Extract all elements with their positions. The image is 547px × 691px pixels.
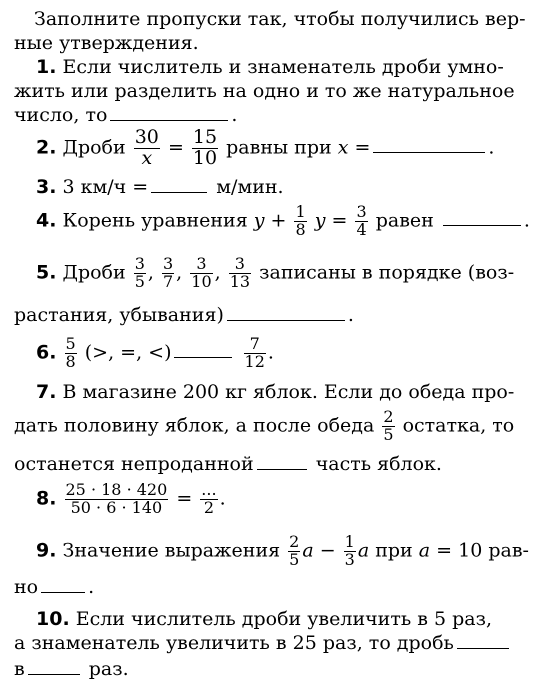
question-7-line-3 bbox=[14, 455, 442, 474]
equals-sign: = bbox=[167, 136, 184, 159]
question-1-number: 1. bbox=[36, 56, 57, 78]
fraction-2-5 bbox=[288, 534, 300, 569]
fraction-denominator: 10 bbox=[191, 271, 212, 291]
fraction-denominator: 10 bbox=[192, 146, 218, 169]
answer-blank-5[interactable] bbox=[227, 319, 345, 321]
fraction-denominator: 3 bbox=[344, 549, 355, 569]
answer-blank-1[interactable] bbox=[110, 119, 228, 121]
fraction-denominator: 2 bbox=[200, 499, 217, 517]
question-4-line bbox=[36, 204, 530, 239]
question-7-text-5: часть яблок. bbox=[315, 453, 442, 475]
question-9-pre: Значение выражения bbox=[62, 539, 281, 562]
fraction-expression bbox=[65, 482, 169, 517]
question-5-end: . bbox=[347, 304, 354, 326]
variable-y: y bbox=[253, 209, 265, 232]
fraction-numerator: 5 bbox=[65, 334, 76, 353]
question-2-number: 2. bbox=[36, 136, 57, 159]
question-2-end: . bbox=[488, 136, 495, 159]
fraction-denominator: 50 · 6 · 140 bbox=[65, 499, 169, 517]
fraction-1-3 bbox=[344, 534, 356, 569]
question-2-pre: Дроби bbox=[62, 136, 126, 159]
fraction-numerator: 3 bbox=[134, 254, 145, 273]
fraction-denominator: 13 bbox=[229, 271, 251, 291]
question-2-line bbox=[36, 128, 494, 169]
answer-blank-2[interactable] bbox=[373, 151, 485, 153]
fraction-denominator: 8 bbox=[295, 219, 306, 239]
equals-sign: = bbox=[354, 136, 371, 159]
equals-sign: = bbox=[331, 209, 348, 232]
question-3-number: 3. bbox=[36, 176, 57, 198]
answer-blank-7[interactable] bbox=[257, 468, 307, 470]
fraction-numerator: 7 bbox=[249, 334, 260, 353]
answer-blank-10a[interactable] bbox=[457, 647, 509, 649]
answer-blank-10b[interactable] bbox=[28, 673, 80, 675]
question-4-end: . bbox=[523, 209, 530, 232]
fraction-7-12 bbox=[244, 336, 266, 371]
question-5-pre: Дроби bbox=[62, 261, 126, 284]
question-9-end: . bbox=[88, 576, 95, 598]
fraction-5-8 bbox=[65, 336, 77, 371]
question-7-text-4: останется непроданной bbox=[14, 453, 254, 475]
fraction-15-10 bbox=[192, 128, 218, 169]
variable-x: x bbox=[337, 136, 349, 159]
question-10-line-1 bbox=[36, 610, 492, 629]
question-1-line-3 bbox=[14, 106, 237, 125]
question-7-text-3: остатка, то bbox=[402, 414, 515, 437]
fraction-denominator: 12 bbox=[244, 351, 265, 371]
question-5-line-2 bbox=[14, 306, 354, 325]
question-9-tail: = 10 рав- bbox=[436, 539, 529, 562]
fraction-numerator-blank[interactable]: ... bbox=[201, 480, 217, 499]
fraction-3-4 bbox=[355, 204, 367, 239]
question-7-line-1 bbox=[36, 383, 514, 402]
variable-a: a bbox=[357, 539, 370, 562]
question-8-end: . bbox=[219, 487, 226, 510]
question-9-text-2: но bbox=[14, 576, 39, 598]
question-5-number: 5. bbox=[36, 261, 57, 284]
fraction-numerator: 3 bbox=[234, 254, 245, 273]
answer-blank-9[interactable] bbox=[41, 591, 85, 593]
question-3-line bbox=[36, 178, 284, 197]
question-1-end: . bbox=[231, 104, 238, 126]
question-1-text-3: число, то bbox=[14, 104, 108, 126]
equals-sign: = bbox=[176, 487, 193, 510]
question-9-line-2 bbox=[14, 578, 94, 597]
question-7-number: 7. bbox=[36, 381, 57, 403]
fraction-30-x bbox=[134, 128, 160, 169]
question-10-line-2 bbox=[14, 634, 512, 653]
variable-y: y bbox=[314, 209, 326, 232]
fraction-numerator: 1 bbox=[295, 202, 306, 221]
fraction-answer[interactable] bbox=[200, 482, 217, 517]
question-6-line bbox=[36, 336, 274, 371]
fraction-denominator: 8 bbox=[65, 351, 76, 371]
fraction-numerator: 3 bbox=[196, 254, 207, 273]
question-6-end: . bbox=[267, 341, 274, 364]
fraction-3-5 bbox=[134, 256, 146, 291]
fraction-numerator: 25 · 18 · 420 bbox=[65, 480, 168, 499]
minus-sign: − bbox=[319, 539, 336, 562]
question-7-text-2: дать половину яблок, а после обеда bbox=[14, 414, 375, 437]
intro-line-2: ные утверждения. bbox=[14, 32, 199, 54]
fraction-numerator: 30 bbox=[134, 126, 159, 148]
question-8-number: 8. bbox=[36, 487, 57, 510]
fraction-denominator bbox=[134, 148, 160, 169]
fraction-3-13 bbox=[229, 256, 251, 291]
question-5-text-2: растания, убывания) bbox=[14, 304, 224, 326]
fraction-numerator: 15 bbox=[192, 126, 218, 148]
question-3-pre: 3 км/ч = bbox=[62, 176, 149, 198]
question-4-post: равен bbox=[375, 209, 434, 232]
fraction-denominator: 5 bbox=[383, 424, 394, 444]
question-1-text-1: Если числитель и знаменатель дроби умно- bbox=[62, 56, 504, 78]
question-10-text-1: Если числитель дроби увеличить в 5 раз, bbox=[75, 608, 492, 630]
question-10-text-4: раз. bbox=[88, 658, 129, 680]
question-4-pre: Корень уравнения bbox=[62, 209, 248, 232]
question-2-mid: равны при bbox=[226, 136, 332, 159]
question-10-text-2: а знаменатель увеличить в 25 раз, то дробь bbox=[14, 632, 454, 654]
question-9-number: 9. bbox=[36, 539, 57, 562]
question-10-line-3 bbox=[14, 660, 129, 679]
fraction-denominator: 4 bbox=[356, 219, 367, 239]
plus-sign: + bbox=[270, 209, 287, 232]
fraction-numerator: 2 bbox=[383, 407, 394, 426]
question-10-text-3: в bbox=[14, 658, 25, 680]
question-9-line-1 bbox=[36, 534, 529, 569]
question-5-post: записаны в порядке (воз- bbox=[259, 261, 515, 284]
question-6-number: 6. bbox=[36, 341, 57, 364]
answer-blank-4[interactable] bbox=[443, 224, 521, 226]
question-7-line-2 bbox=[14, 409, 514, 444]
answer-blank-3[interactable] bbox=[151, 191, 207, 193]
question-4-number: 4. bbox=[36, 209, 57, 232]
fraction-denominator: 5 bbox=[289, 549, 300, 569]
fraction-numerator: 3 bbox=[356, 202, 367, 221]
question-3-post: м/мин. bbox=[216, 176, 284, 198]
question-8-line bbox=[36, 482, 226, 517]
fraction-2-5 bbox=[382, 409, 394, 444]
variable-a: a bbox=[302, 539, 314, 562]
fraction-3-7 bbox=[162, 256, 174, 291]
fraction-numerator: 1 bbox=[344, 532, 355, 551]
question-1-line-1 bbox=[36, 58, 504, 77]
variable-a: a bbox=[418, 539, 431, 562]
question-1-text-2: жить или разделить на одно и то же натуральное bbox=[14, 80, 515, 102]
variable-x: x bbox=[141, 146, 153, 169]
fraction-denominator: 5 bbox=[134, 271, 145, 291]
intro-line-1: Заполните пропуски так, чтобы получились вер- bbox=[34, 8, 526, 30]
answer-blank-6[interactable] bbox=[174, 356, 232, 358]
question-9-mid: при bbox=[375, 539, 413, 562]
question-5-line-1: 5. Дроби $\frac{3}{5}$ , $\frac{3}{7}$ , $\frac{3}{10}$ , $\frac{3}{13}$ записаны в порядке (воз- bbox=[36, 254, 515, 291]
comparison-options: (>, =, <) bbox=[84, 341, 172, 364]
fraction-numerator: 3 bbox=[162, 254, 174, 273]
fraction-1-8 bbox=[294, 204, 306, 239]
fraction-3-10 bbox=[190, 256, 212, 291]
question-10-number: 10. bbox=[36, 608, 70, 630]
question-7-text-1: В магазине 200 кг яблок. Если до обеда про- bbox=[62, 381, 515, 403]
fraction-denominator: 7 bbox=[162, 271, 174, 291]
fraction-numerator: 2 bbox=[289, 532, 300, 551]
